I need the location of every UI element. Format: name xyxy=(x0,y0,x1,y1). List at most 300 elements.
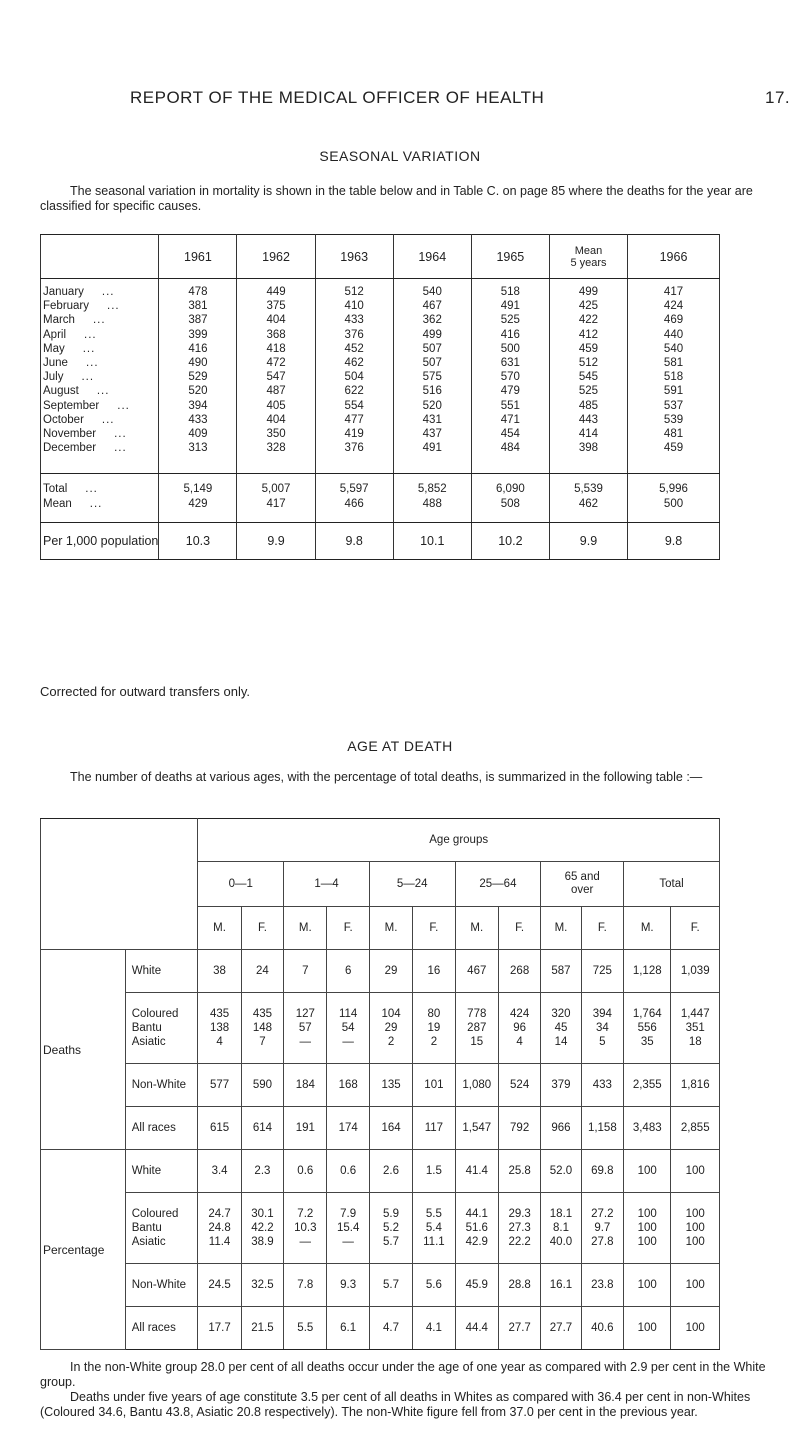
year-header: 1965 xyxy=(471,235,549,279)
value-cell: 417 xyxy=(237,497,315,512)
value-cell: 5,852 xyxy=(393,474,471,498)
value-cell: 478 xyxy=(159,279,237,300)
value-cell: 471 xyxy=(471,413,549,427)
value-cell: 5.6 xyxy=(413,1264,455,1307)
value-cell: 10.2 xyxy=(471,523,549,560)
value-cell: 138 xyxy=(209,1022,230,1034)
value-cell: 504 xyxy=(315,370,393,384)
value-cell-group xyxy=(455,993,498,1064)
value-cell: 268 xyxy=(498,950,540,993)
row-label xyxy=(41,342,159,356)
value-cell: 27.3 xyxy=(508,1222,531,1234)
value-cell: 24.8 xyxy=(208,1222,231,1234)
value-cell-group xyxy=(369,993,412,1064)
age-group-line: 65 and xyxy=(564,871,600,883)
value-cell: 1,080 xyxy=(455,1064,498,1107)
leader-dots: ... xyxy=(82,342,96,355)
value-cell: 5.7 xyxy=(369,1264,412,1307)
value-cell: 472 xyxy=(237,356,315,370)
age-data-row xyxy=(41,1107,720,1150)
value-cell: 481 xyxy=(628,427,720,441)
sex-header: M. xyxy=(455,907,498,950)
value-cell: 792 xyxy=(498,1107,540,1150)
spacer-cell xyxy=(393,455,471,474)
value-cell: 491 xyxy=(471,299,549,313)
spacer-cell xyxy=(315,512,393,523)
age-group-header: 0—1 xyxy=(198,862,284,907)
value-cell-group xyxy=(327,1193,369,1264)
value-cell: 431 xyxy=(393,413,471,427)
row-label-text: May xyxy=(43,342,65,355)
row-label xyxy=(41,299,159,313)
age-heading: AGE AT DEATH xyxy=(347,738,453,754)
value-cell: 40.6 xyxy=(581,1307,623,1350)
row-label xyxy=(41,474,159,498)
value-cell: 1,039 xyxy=(671,950,720,993)
age-para-2: Deaths under five years of age constitute 3.5 per cent of all deaths in Whites as compared with 36.4 per cent in non-Whites (Coloured 34.6, Bantu 43.8, Asiatic 20.8 respectively). The non-White figure fell from 37.0 per cent in the previous year. xyxy=(40,1390,751,1419)
value-cell: 416 xyxy=(471,328,549,342)
value-cell: 38.9 xyxy=(251,1236,274,1248)
value-cell: 1,128 xyxy=(624,950,671,993)
sex-header: F. xyxy=(327,907,369,950)
age-data-row xyxy=(41,950,720,993)
seasonal-header-row xyxy=(41,235,720,279)
value-cell: 9.8 xyxy=(315,523,393,560)
value-cell: 0.6 xyxy=(327,1150,369,1193)
page-number: 17. xyxy=(765,88,791,107)
value-cell: 2 xyxy=(387,1036,395,1048)
value-cell: 135 xyxy=(369,1064,412,1107)
value-cell: 27.8 xyxy=(591,1236,614,1248)
value-cell: 42.2 xyxy=(251,1222,274,1234)
seasonal-table xyxy=(40,234,720,560)
row-label-text: August xyxy=(43,385,79,398)
value-cell: 5,149 xyxy=(159,474,237,498)
leader-dots: ... xyxy=(114,442,127,455)
value-cell: 5 xyxy=(599,1036,606,1048)
race-label: Asiatic xyxy=(131,1036,166,1048)
value-cell: 19 xyxy=(427,1022,441,1034)
value-cell: 537 xyxy=(628,399,720,413)
value-cell: 18.1 xyxy=(549,1208,573,1220)
value-cell: 368 xyxy=(237,328,315,342)
value-cell: 1,158 xyxy=(581,1107,623,1150)
value-cell: 16.1 xyxy=(541,1264,581,1307)
value-cell-group xyxy=(671,1193,720,1264)
row-label xyxy=(41,441,159,455)
row-label xyxy=(41,279,159,300)
value-cell: 27.7 xyxy=(541,1307,581,1350)
value-cell: 467 xyxy=(455,950,498,993)
value-cell: 477 xyxy=(315,413,393,427)
value-cell: 376 xyxy=(315,441,393,455)
value-cell-group xyxy=(241,993,283,1064)
value-cell: 615 xyxy=(198,1107,241,1150)
value-cell: 38 xyxy=(198,950,241,993)
sex-header: F. xyxy=(413,907,455,950)
value-cell-group xyxy=(581,1193,623,1264)
race-label: White xyxy=(125,950,198,993)
value-cell: 34 xyxy=(595,1022,609,1034)
row-label-text: Total xyxy=(43,483,68,496)
value-cell: 5.5 xyxy=(284,1307,327,1350)
value-cell: — xyxy=(299,1236,312,1248)
value-cell: 381 xyxy=(159,299,237,313)
value-cell: 41.4 xyxy=(455,1150,498,1193)
value-cell: 404 xyxy=(237,413,315,427)
value-cell: 15 xyxy=(470,1036,484,1048)
value-cell: 7 xyxy=(284,950,327,993)
value-cell: 10.1 xyxy=(393,523,471,560)
value-cell-group xyxy=(413,993,455,1064)
age-table xyxy=(40,818,720,1350)
value-cell: 2.6 xyxy=(369,1150,412,1193)
row-label-text: Mean xyxy=(43,498,72,511)
value-cell-group xyxy=(541,1193,581,1264)
value-cell: 429 xyxy=(159,497,237,512)
value-cell: 466 xyxy=(315,497,393,512)
sex-header: M. xyxy=(198,907,241,950)
value-cell: 508 xyxy=(471,497,549,512)
mean-5-years-header xyxy=(549,235,627,279)
value-cell: 379 xyxy=(541,1064,581,1107)
leader-dots: ... xyxy=(84,328,97,341)
value-cell: 69.8 xyxy=(581,1150,623,1193)
value-cell: 100 xyxy=(624,1307,671,1350)
value-cell: 484 xyxy=(471,441,549,455)
value-cell: 1.5 xyxy=(413,1150,455,1193)
value-cell: 1,447 xyxy=(680,1008,710,1020)
year-header: 1962 xyxy=(237,235,315,279)
race-label: Coloured xyxy=(131,1008,179,1020)
value-cell: 507 xyxy=(393,342,471,356)
sex-header: F. xyxy=(498,907,540,950)
race-label-group xyxy=(125,993,198,1064)
value-cell: 512 xyxy=(549,356,627,370)
value-cell: 100 xyxy=(671,1150,720,1193)
leader-dots: ... xyxy=(85,483,98,496)
group-label: Deaths xyxy=(41,950,126,1150)
value-cell: 520 xyxy=(393,399,471,413)
value-cell: 7.2 xyxy=(297,1208,314,1220)
value-cell: 419 xyxy=(315,427,393,441)
value-cell: 725 xyxy=(581,950,623,993)
spacer-cell xyxy=(41,455,159,474)
value-cell: 9.3 xyxy=(327,1264,369,1307)
seasonal-row xyxy=(41,413,720,427)
race-label: Asiatic xyxy=(131,1236,166,1248)
value-cell: 469 xyxy=(628,313,720,327)
value-cell: 4.1 xyxy=(413,1307,455,1350)
value-cell-group xyxy=(327,993,369,1064)
value-cell: 556 xyxy=(637,1022,657,1034)
value-cell: 6.1 xyxy=(327,1307,369,1350)
value-cell: 2.3 xyxy=(241,1150,283,1193)
value-cell: 164 xyxy=(369,1107,412,1150)
value-cell: 11.1 xyxy=(423,1236,445,1248)
seasonal-row xyxy=(41,342,720,356)
value-cell: 394 xyxy=(592,1008,612,1020)
value-cell: 479 xyxy=(471,384,549,398)
value-cell: 100 xyxy=(671,1307,720,1350)
value-cell: 100 xyxy=(637,1222,657,1234)
row-label-text: September xyxy=(43,399,100,412)
value-cell: 51.6 xyxy=(465,1222,488,1234)
leader-dots: ... xyxy=(92,314,106,327)
value-cell: 485 xyxy=(549,399,627,413)
sex-header: F. xyxy=(241,907,283,950)
sex-header: M. xyxy=(284,907,327,950)
seasonal-row xyxy=(41,523,720,560)
value-cell: 587 xyxy=(541,950,581,993)
value-cell: 2,855 xyxy=(671,1107,720,1150)
seasonal-row xyxy=(41,441,720,455)
row-label-text: February xyxy=(43,300,90,313)
value-cell: 29.3 xyxy=(508,1208,531,1220)
value-cell: 529 xyxy=(159,370,237,384)
seasonal-row xyxy=(41,474,720,498)
year-header: 1961 xyxy=(159,235,237,279)
seasonal-row xyxy=(41,356,720,370)
value-cell: 117 xyxy=(413,1107,455,1150)
race-label: All races xyxy=(125,1307,198,1350)
leader-dots: ... xyxy=(107,300,120,313)
value-cell: 25.8 xyxy=(498,1150,540,1193)
value-cell: 27.7 xyxy=(498,1307,540,1350)
age-data-row-multi xyxy=(41,1193,720,1264)
value-cell: 100 xyxy=(685,1236,705,1248)
value-cell-group xyxy=(541,993,581,1064)
value-cell: 570 xyxy=(471,370,549,384)
value-cell: 100 xyxy=(671,1264,720,1307)
value-cell: 433 xyxy=(581,1064,623,1107)
value-cell: 15.4 xyxy=(336,1222,360,1234)
age-groups-row xyxy=(41,819,720,862)
value-cell: 127 xyxy=(295,1008,315,1020)
row-label-text: March xyxy=(43,314,75,327)
value-cell: 101 xyxy=(413,1064,455,1107)
value-cell: 100 xyxy=(637,1208,657,1220)
value-cell: 10.3 xyxy=(159,523,237,560)
row-label xyxy=(41,413,159,427)
value-cell: 10.3 xyxy=(294,1222,317,1234)
value-cell: 487 xyxy=(237,384,315,398)
value-cell: 525 xyxy=(549,384,627,398)
spacer-cell xyxy=(628,455,720,474)
value-cell: 1,764 xyxy=(632,1008,662,1020)
value-cell: 5.9 xyxy=(383,1208,400,1220)
value-cell: 14 xyxy=(554,1036,568,1048)
value-cell: 104 xyxy=(381,1008,401,1020)
value-cell: 488 xyxy=(393,497,471,512)
age-group-line: over xyxy=(570,884,594,896)
value-cell: 499 xyxy=(549,279,627,300)
seasonal-intro: The seasonal variation in mortality is shown in the table below and in Table C. on page 85 where the deaths for the year are classified for specific causes. xyxy=(40,184,753,213)
value-cell: 96 xyxy=(513,1022,527,1034)
spacer-cell xyxy=(549,512,627,523)
value-cell: 100 xyxy=(637,1236,657,1248)
report-title: REPORT OF THE MEDICAL OFFICER OF HEALTH xyxy=(130,88,545,107)
spacer-cell xyxy=(237,512,315,523)
value-cell: 454 xyxy=(471,427,549,441)
value-cell: 575 xyxy=(393,370,471,384)
sex-header: F. xyxy=(581,907,623,950)
value-cell-group xyxy=(369,1193,412,1264)
value-cell: 11.4 xyxy=(208,1236,231,1248)
value-cell: 547 xyxy=(237,370,315,384)
value-cell: 45.9 xyxy=(455,1264,498,1307)
group-label: Percentage xyxy=(41,1150,126,1350)
value-cell: 591 xyxy=(628,384,720,398)
spacer-cell xyxy=(41,512,159,523)
value-cell: 4 xyxy=(216,1036,223,1048)
value-cell: 362 xyxy=(393,313,471,327)
value-cell: — xyxy=(342,1036,354,1048)
value-cell: 500 xyxy=(628,497,720,512)
value-cell: 417 xyxy=(628,279,720,300)
value-cell: 404 xyxy=(237,313,315,327)
age-group-header: 5—24 xyxy=(369,862,455,907)
value-cell: 1,816 xyxy=(671,1064,720,1107)
value-cell: 313 xyxy=(159,441,237,455)
value-cell: 57 xyxy=(298,1022,312,1034)
spacer-row xyxy=(41,512,720,523)
row-label xyxy=(41,356,159,370)
value-cell: 409 xyxy=(159,427,237,441)
row-label-text: November xyxy=(43,427,97,440)
value-cell: 80 xyxy=(427,1008,441,1020)
value-cell-group xyxy=(284,1193,327,1264)
row-label xyxy=(41,497,159,512)
value-cell: 424 xyxy=(628,299,720,313)
value-cell: 524 xyxy=(498,1064,540,1107)
age-data-row xyxy=(41,1064,720,1107)
value-cell: 3.4 xyxy=(198,1150,241,1193)
year-header: 1964 xyxy=(393,235,471,279)
race-label: Bantu xyxy=(131,1222,162,1234)
value-cell: 398 xyxy=(549,441,627,455)
age-group-header: Total xyxy=(624,862,720,907)
spacer-cell xyxy=(549,455,627,474)
row-label xyxy=(41,313,159,327)
value-cell: 3,483 xyxy=(624,1107,671,1150)
value-cell: — xyxy=(299,1036,312,1048)
spacer-cell xyxy=(471,512,549,523)
value-cell: 6,090 xyxy=(471,474,549,498)
value-cell: 459 xyxy=(549,342,627,356)
value-cell: 499 xyxy=(393,328,471,342)
value-cell: 17.7 xyxy=(198,1307,241,1350)
value-cell: 410 xyxy=(315,299,393,313)
age-group-header xyxy=(541,862,624,907)
spacer-row xyxy=(41,455,720,474)
seasonal-row xyxy=(41,328,720,342)
mean-label: Mean xyxy=(574,244,603,257)
value-cell: 433 xyxy=(315,313,393,327)
row-label-text: Per 1,000 population xyxy=(43,534,159,549)
value-cell-group xyxy=(198,993,241,1064)
value-cell: 412 xyxy=(549,328,627,342)
row-label xyxy=(41,523,159,560)
value-cell: 581 xyxy=(628,356,720,370)
value-cell: 4 xyxy=(516,1036,523,1048)
value-cell: 5,996 xyxy=(628,474,720,498)
value-cell: 422 xyxy=(549,313,627,327)
value-cell: 29 xyxy=(384,1022,398,1034)
value-cell: 114 xyxy=(338,1008,358,1020)
value-cell: 778 xyxy=(467,1008,487,1020)
value-cell: 443 xyxy=(549,413,627,427)
value-cell: 467 xyxy=(393,299,471,313)
seasonal-row xyxy=(41,279,720,300)
row-label-text: April xyxy=(43,328,67,341)
age-data-row xyxy=(41,1307,720,1350)
value-cell: 577 xyxy=(198,1064,241,1107)
value-cell: 168 xyxy=(327,1064,369,1107)
value-cell: 966 xyxy=(541,1107,581,1150)
value-cell: 376 xyxy=(315,328,393,342)
value-cell: 44.4 xyxy=(455,1307,498,1350)
value-cell: 590 xyxy=(241,1064,283,1107)
value-cell: 4.7 xyxy=(369,1307,412,1350)
leader-dots: ... xyxy=(117,399,130,412)
value-cell: 148 xyxy=(252,1022,273,1034)
value-cell: 23.8 xyxy=(581,1264,623,1307)
value-cell: 452 xyxy=(315,342,393,356)
value-cell: 9.9 xyxy=(237,523,315,560)
value-cell-group xyxy=(498,1193,540,1264)
value-cell: 512 xyxy=(315,279,393,300)
age-group-header: 25—64 xyxy=(455,862,541,907)
leader-dots: ... xyxy=(81,371,95,384)
leader-dots: ... xyxy=(89,498,103,511)
value-cell: 16 xyxy=(413,950,455,993)
value-cell: 100 xyxy=(685,1222,705,1234)
value-cell: 18 xyxy=(688,1036,702,1048)
age-data-row-multi xyxy=(41,993,720,1064)
value-cell: 418 xyxy=(237,342,315,356)
value-cell-group xyxy=(498,993,540,1064)
spacer-cell xyxy=(393,512,471,523)
value-cell: 416 xyxy=(159,342,237,356)
corner-cell xyxy=(41,819,198,950)
value-cell: 440 xyxy=(628,328,720,342)
row-label-text: January xyxy=(43,286,84,299)
value-cell: 21.5 xyxy=(241,1307,283,1350)
race-label: Bantu xyxy=(131,1022,162,1034)
value-cell: 184 xyxy=(284,1064,327,1107)
value-cell: 29 xyxy=(369,950,412,993)
value-cell: 525 xyxy=(471,313,549,327)
race-label: Non-White xyxy=(125,1264,198,1307)
value-cell: 7.9 xyxy=(340,1208,357,1220)
value-cell: 24.5 xyxy=(198,1264,241,1307)
value-cell: 507 xyxy=(393,356,471,370)
value-cell: 100 xyxy=(685,1208,705,1220)
spacer-cell xyxy=(159,455,237,474)
race-label: Non-White xyxy=(125,1064,198,1107)
value-cell: 2,355 xyxy=(624,1064,671,1107)
age-intro: The number of deaths at various ages, with the percentage of total deaths, is summarized in the following table :— xyxy=(70,770,703,784)
value-cell: 1,547 xyxy=(455,1107,498,1150)
age-data-row xyxy=(41,1150,720,1193)
leader-dots: ... xyxy=(114,427,127,440)
spacer-cell xyxy=(628,512,720,523)
value-cell: 30.1 xyxy=(251,1208,274,1220)
seasonal-row xyxy=(41,313,720,327)
value-cell: 622 xyxy=(315,384,393,398)
value-cell-group xyxy=(241,1193,283,1264)
